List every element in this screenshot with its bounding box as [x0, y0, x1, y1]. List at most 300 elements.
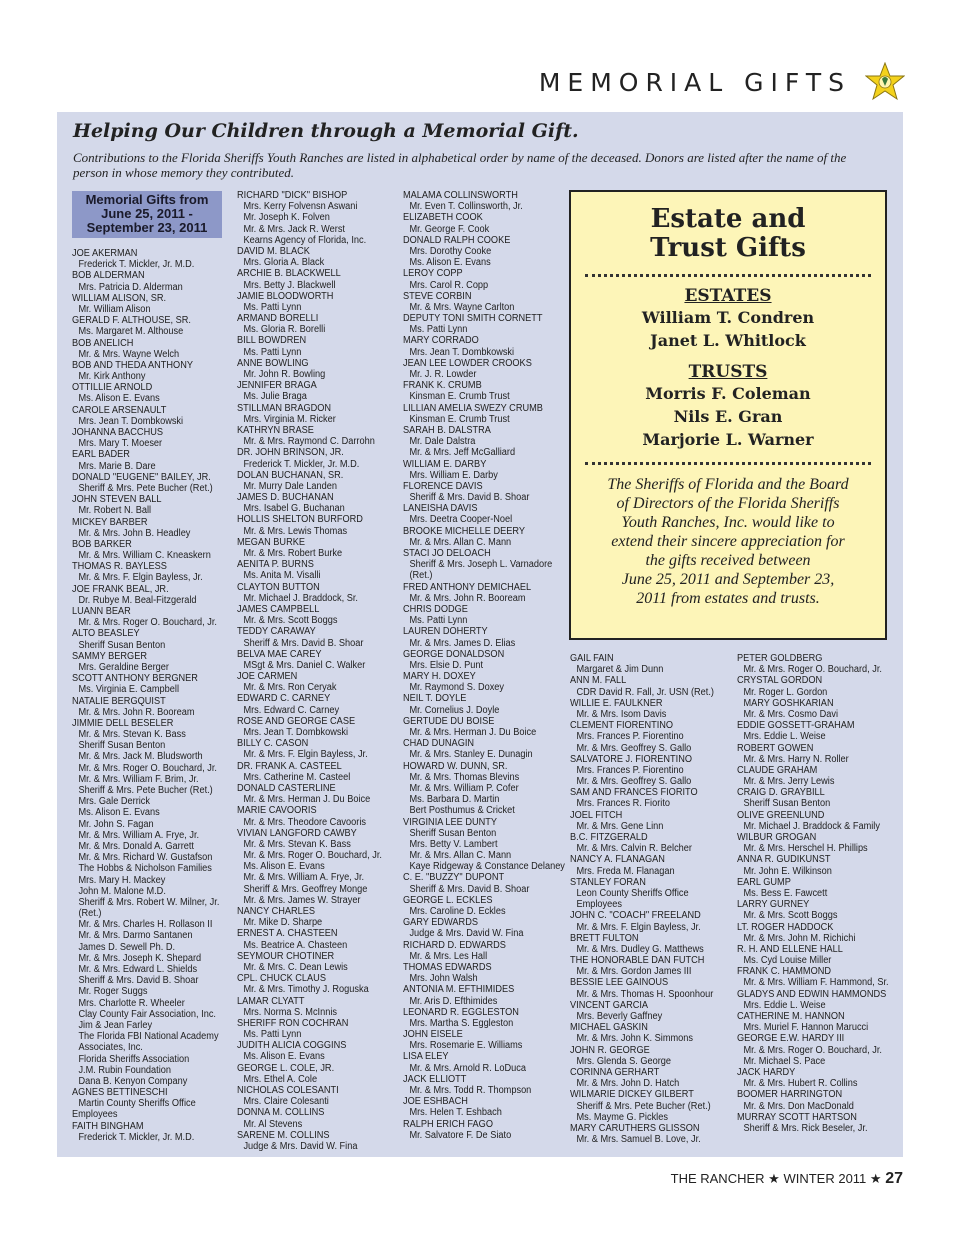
date-range-line: September 23, 2011 — [86, 220, 208, 235]
honoree-name: SEYMOUR CHOTINER — [237, 950, 335, 962]
estates-heading: ESTATES — [684, 286, 772, 306]
donor-name: Mrs. Jean T. Dombkowski — [243, 727, 349, 738]
donor-name: Sheriff & Mrs. Pete Bucher (Ret.) — [576, 1100, 711, 1112]
donor-name: Ms. Patti Lynn — [243, 346, 302, 358]
honoree-name: WILLIE E. FAULKNER — [570, 697, 663, 709]
donor-name: Mr. & Mrs. Hubert R. Collins — [743, 1078, 858, 1090]
honoree-name: FRED ANTHONY DEMICHAEL — [403, 581, 532, 593]
donor-name: Sheriff & Mrs. Robert W. Milner, Jr. — [78, 896, 220, 908]
donor-name: Mr. & Mrs. Jeff McGalliard — [409, 447, 516, 459]
honoree-name: MURRAY SCOTT HARTSON — [737, 1111, 857, 1123]
honoree-name: HOWARD W. DUNN, SR. — [403, 760, 508, 772]
donor-name: Mrs. Edward C. Carney — [243, 704, 340, 716]
honoree-name: SAM AND FRANCES FIORITO — [570, 787, 698, 799]
note-line: 2011 from estates and trusts. — [636, 590, 820, 607]
donor-name: Ms. Barbara D. Martin — [409, 794, 500, 806]
gift-column-1 — [72, 248, 219, 1143]
honoree-name: FAITH BINGHAM — [72, 1120, 144, 1132]
donor-name: Mr. & Mrs. Stevan K. Bass — [243, 838, 351, 850]
honoree-name: JOHANNA BACCHUS — [72, 427, 163, 438]
donor-name: Mrs. Muriel F. Hannon Marucci — [743, 1022, 869, 1034]
honoree-name: CAROLE ARSENAULT — [72, 404, 167, 416]
honoree-name: DONALD CASTERLINE — [237, 782, 336, 794]
gift-column-3 — [403, 190, 565, 1141]
donor-name: Ms. Margaret M. Althouse — [78, 326, 184, 338]
honoree-name: ANNA R. GUDIKUNST — [737, 854, 831, 866]
honoree-name: SCOTT ANTHONY BERGNER — [72, 673, 198, 685]
honoree-name: STEVE CORBIN — [403, 290, 472, 302]
honoree-name: RICHARD D. EDWARDS — [403, 939, 506, 951]
donor-name: Mr. & Mrs. Joseph K. Shepard — [78, 952, 202, 964]
date-range-line: Memorial Gifts from — [85, 192, 209, 207]
honoree-name: DOLAN BUCHANAN, SR. — [237, 469, 344, 481]
honoree-name: CATHERINE M. HANNON — [737, 1011, 845, 1022]
donor-name: Mr. & Mrs. Geoffrey S. Gallo — [576, 776, 692, 788]
donor-name: Mr. Al Stevens — [243, 1118, 303, 1130]
donor-name: Mrs. Elsie D. Punt — [409, 659, 484, 671]
donor-name: Mrs. Jean T. Dombkowski — [409, 346, 515, 358]
panel-heading: Helping Our Children through a Memorial Gift. — [73, 120, 579, 142]
donor-name: CDR David R. Fall, Jr. USN (Ret.) — [576, 686, 714, 698]
donor-name: Dana B. Kenyon Company — [78, 1075, 188, 1087]
donor-name: Mr. Aris D. Efthimides — [409, 995, 498, 1007]
donor-name: Kaye Ridgeway & Constance Delaney — [409, 861, 565, 873]
honoree-name: WILLIAM ALISON, SR. — [72, 292, 167, 304]
honoree-name: MALAMA COLLINSWORTH — [403, 190, 518, 201]
donor-name: Judge & Mrs. David W. Fina — [409, 928, 524, 940]
honoree-name: BOB BARKER — [72, 538, 132, 550]
honoree-name: GERALD F. ALTHOUSE, SR. — [72, 315, 191, 327]
honoree-name: LILLIAN AMELIA SWEZY CRUMB — [403, 402, 543, 414]
donor-name: Mr. Cornelius J. Doyle — [409, 704, 500, 716]
honoree-name: TEDDY CARAWAY — [237, 626, 316, 638]
donor-name: Mr. & Mrs. Lewis Thomas — [243, 525, 348, 537]
honoree-name: GEORGE L. ECKLES — [403, 894, 493, 906]
honoree-name: OTTILLIE ARNOLD — [72, 382, 153, 394]
donor-name: Mr. & Mrs. Robert Burke — [243, 548, 343, 559]
honoree-name: DR. JOHN BRINSON, JR. — [237, 447, 344, 459]
donor-name: Sheriff & Mrs. David B. Shoar — [78, 975, 199, 987]
date-range-line: June 25, 2011 - — [101, 206, 193, 221]
donor-name: Mrs. Eddie L. Weise — [743, 731, 826, 743]
honoree-name: LAUREN DOHERTY — [403, 626, 488, 638]
donor-name: Mr. & Mrs. William A. Frye, Jr. — [243, 872, 365, 884]
honoree-name: JOE CARMEN — [237, 671, 298, 683]
donor-name: Mr. & Mrs. Cosmo Davi — [743, 708, 839, 720]
donor-name: Mrs. Marie B. Dare — [78, 460, 156, 472]
honoree-name: KATHRYN BRASE — [237, 424, 314, 436]
donor-name: Ms. Gloria R. Borelli — [243, 324, 326, 336]
honoree-name: DONALD RALPH COOKE — [403, 234, 511, 246]
donor-name: Sheriff Susan Benton — [78, 740, 166, 752]
honoree-name: CLAUDE GRAHAM — [737, 764, 818, 776]
honoree-name: LANEISHA DAVIS — [403, 503, 478, 515]
honoree-name: B.C. FITZGERALD — [570, 832, 648, 843]
donor-name: Jim & Jean Farley — [78, 1019, 153, 1031]
donor-name: Kinsman E. Crumb Trust — [409, 391, 510, 403]
donor-name: (Ret.) — [78, 908, 102, 920]
donor-name: Mr. & Mrs. Scott Boggs — [243, 615, 338, 627]
honoree-name: JUDITH ALICIA COGGINS — [237, 1040, 347, 1052]
donor-name: Mr. & Mrs. Jerry Lewis — [743, 776, 835, 788]
donor-name: Mrs. Glenda S. George — [576, 1055, 672, 1067]
honoree-name: JOHN R. GEORGE — [570, 1044, 650, 1056]
estate-box-title-line: Estate and — [650, 204, 806, 234]
page-number: 27 — [885, 1170, 903, 1187]
donor-name: Mr. & Mrs. Roger O. Bouchard, Jr. — [743, 1044, 883, 1056]
donor-name: Mrs. William E. Darby — [409, 469, 498, 481]
honoree-name: SARAH B. DALSTRA — [403, 424, 491, 436]
donor-name: Mrs. Betty V. Lambert — [409, 838, 498, 850]
honoree-name: JIMMIE DELL BESELER — [72, 717, 174, 729]
honoree-name: DONALD "EUGENE" BAILEY, JR. — [72, 471, 211, 483]
donor-name: James D. Sewell Ph. D. — [78, 941, 176, 953]
honoree-name: JAMES D. BUCHANAN — [237, 492, 334, 504]
honoree-name: NICHOLAS COLESANTI — [237, 1085, 339, 1096]
donor-name: Sheriff & Mrs. David B. Shoar — [243, 637, 364, 649]
donor-name: Mr. & Mrs. Charles H. Rollason II — [78, 919, 213, 931]
dotted-divider — [585, 462, 871, 465]
donor-name: Mrs. Geraldine Berger — [78, 661, 169, 673]
donor-name: Mrs. John Walsh — [409, 973, 478, 985]
honoree-name: BOB ALDERMAN — [72, 270, 145, 282]
donor-name: Mrs. Gale Derrick — [78, 796, 151, 808]
donor-name: Mr. & Mrs. William C. Kneaskern — [78, 550, 211, 562]
donor-name: Mr. Michael S. Pace — [743, 1055, 826, 1067]
donor-name: Ms. Virginia E. Campbell — [78, 684, 180, 696]
honoree-name: LT. ROGER HADDOCK — [737, 921, 834, 933]
donor-name: Mr. & Mrs. F. Elgin Bayless, Jr. — [78, 572, 203, 584]
donor-name: Mrs. Ethel A. Cole — [243, 1073, 318, 1085]
donor-name: Mr. Joseph K. Folven — [243, 212, 330, 224]
donor-name: Clay County Fair Association, Inc. — [78, 1008, 216, 1020]
donor-name: Mr. John R. Bowling — [243, 369, 326, 380]
donor-name: Mr. & Mrs. James D. Elias — [409, 637, 516, 649]
donor-name: Mrs. Mary T. Moeser — [78, 438, 163, 450]
donor-name: Mrs. Isabel G. Buchanan — [243, 503, 345, 515]
honoree-name: EDDIE GOSSETT-GRAHAM — [737, 720, 855, 732]
donor-name: Mr. Dale Dalstra — [409, 436, 476, 448]
honoree-name: NANCY CHARLES — [237, 906, 316, 917]
donor-name: Mr. & Mrs. Roger O. Bouchard, Jr. — [743, 664, 883, 676]
donor-name: Mr. & Mrs. Herman J. Du Boice — [409, 727, 537, 738]
note-line: of Directors of the Florida Sheriffs — [616, 495, 840, 512]
honoree-name: JOHN STEVEN BALL — [72, 494, 162, 506]
donor-name: Sheriff Susan Benton — [78, 639, 166, 651]
honoree-name: NEIL T. DOYLE — [403, 693, 467, 705]
honoree-name: THOMAS R. BAYLESS — [72, 561, 167, 573]
honoree-name: BESSIE LEE GAINOUS — [570, 977, 669, 989]
donor-name: Sheriff & Mrs. Joseph L. Varnadore — [409, 559, 553, 571]
honoree-name: R. H. AND ELLENE HALL — [737, 943, 843, 955]
honoree-name: ERNEST A. CHASTEEN — [237, 928, 338, 940]
donor-name: Mrs. Caroline D. Eckles — [409, 906, 506, 917]
honoree-name: SALVATORE J. FIORENTINO — [570, 753, 693, 765]
honoree-name: STANLEY FORAN — [570, 876, 646, 888]
honoree-name: LEONARD R. EGGLESTON — [403, 1006, 519, 1018]
honoree-name: CORINNA GERHART — [570, 1066, 660, 1078]
honoree-name: THE HONORABLE DAN FUTCH — [570, 955, 705, 967]
honoree-name: Employees — [72, 1109, 118, 1121]
donor-name: Mr. Raymond S. Doxey — [409, 682, 505, 694]
donor-name: Ms. Julie Braga — [243, 391, 307, 403]
donor-name: Mr. & Mrs. C. Dean Lewis — [243, 961, 348, 973]
donor-name: Mrs. Dorothy Cooke — [409, 245, 492, 257]
donor-name: Mrs. Frances P. Fiorentino — [576, 731, 684, 743]
donor-name: Mr. Roger L. Gordon — [743, 686, 828, 698]
donor-name: Mr. & Mrs. Gene Linn — [576, 820, 664, 832]
donor-name: Mrs. Martha S. Eggleston — [409, 1017, 514, 1029]
honoree-name: DONNA M. COLLINS — [237, 1107, 325, 1119]
donor-name: Mr. & Mrs. Scott Boggs — [743, 910, 838, 922]
donor-name: (Ret.) — [409, 570, 433, 582]
donor-name: Mr. & Mrs. Les Hall — [409, 950, 488, 962]
donor-name: J.M. Rubin Foundation — [78, 1064, 172, 1076]
trusts-heading: TRUSTS — [688, 362, 768, 382]
donor-name: Mr. & Mrs. Timothy J. Roguska — [243, 984, 369, 996]
donor-name: Mr. & Mrs. F. Elgin Bayless, Jr. — [576, 921, 701, 933]
honoree-name: EARL BADER — [72, 449, 130, 461]
donor-name: Sheriff Susan Benton — [743, 798, 831, 810]
honoree-name: ARMAND BORELLI — [237, 313, 319, 325]
donor-name: Mr. & Mrs. John D. Hatch — [576, 1078, 680, 1090]
trust-name: Marjorie L. Warner — [642, 430, 814, 449]
honoree-name: JOEL FITCH — [570, 809, 623, 821]
honoree-name: RALPH ERICH FAGO — [403, 1118, 493, 1130]
donor-name: Sheriff & Mrs. David B. Shoar — [409, 492, 530, 504]
donor-name: Mr. J. R. Lowder — [409, 369, 477, 380]
donor-name: Mr. & Mrs. Jack M. Bludsworth — [78, 751, 203, 763]
donor-name: Mr. & Mrs. Herschel H. Phillips — [743, 843, 868, 855]
honoree-name: MEGAN BURKE — [237, 536, 305, 548]
honoree-name: FLORENCE DAVIS — [403, 480, 483, 492]
honoree-name: VIRGINIA LEE DUNTY — [403, 816, 498, 828]
donor-name: Mr. Roger Suggs — [78, 986, 148, 998]
page-footer — [671, 1170, 903, 1188]
honoree-name: ANNE BOWLING — [237, 357, 309, 369]
estate-box-title — [571, 205, 885, 263]
donor-name: Ms. Anita M. Visalli — [243, 570, 321, 582]
donor-name: John M. Malone M.D. — [78, 885, 166, 897]
note-line: The Sheriffs of Florida and the Board — [607, 476, 849, 493]
honoree-name: CHAD DUNAGIN — [403, 738, 475, 750]
honoree-name: CLAYTON BUTTON — [237, 581, 320, 593]
donor-name: Mr. & Mrs. Wayne Welch — [78, 348, 180, 360]
donor-name: Mr. & Mrs. Jack R. Werst — [243, 223, 345, 235]
honoree-name: BILL BOWDREN — [237, 335, 307, 347]
honoree-name: LUANN BEAR — [72, 606, 131, 617]
estate-name: William T. Condren — [641, 308, 815, 327]
donor-name: Mr. & Mrs. Samuel B. Love, Jr. — [576, 1134, 701, 1146]
donor-name: Mr. & Mrs. Donald A. Garrett — [78, 840, 194, 852]
honoree-name: PETER GOLDBERG — [737, 653, 823, 664]
honoree-name: GEORGE DONALDSON — [403, 648, 505, 660]
honoree-name: ARCHIE B. BLACKWELL — [237, 268, 341, 280]
donor-name: The Hobbs & Nicholson Families — [78, 863, 212, 875]
donor-name: Mr. Mike D. Sharpe — [243, 917, 323, 929]
honoree-name: CRYSTAL GORDON — [737, 675, 823, 687]
donor-name: Ms. Alison E. Evans — [243, 861, 325, 873]
donor-name: Mr. & Mrs. Allan C. Mann — [409, 850, 512, 862]
donor-name: Mr. & Mrs. Calvin R. Belcher — [576, 843, 692, 855]
donor-name: The Florida FBI National Academy — [78, 1031, 219, 1043]
donor-name: Mr. & Mrs. Geoffrey S. Gallo — [576, 742, 692, 754]
star-icon: ★ — [768, 1171, 780, 1186]
honoree-name: MARY H. DOXEY — [403, 671, 476, 683]
donor-name: Mr. & Mrs. William F. Hammond, Sr. — [743, 977, 889, 989]
donor-name: Frederick T. Mickler, Jr. M.D. — [243, 458, 360, 470]
donor-name: Mr. & Mrs. William A. Frye, Jr. — [78, 829, 200, 841]
donor-name: Mrs. Norma S. McInnis — [243, 1006, 337, 1018]
honoree-name: WILBUR GROGAN — [737, 832, 817, 843]
honoree-name: AGNES BETTINESCHI — [72, 1087, 168, 1099]
dotted-divider — [585, 274, 871, 277]
donor-name: Mr. & Mrs. Isom Davis — [576, 708, 667, 720]
donor-name: Ms. Alison E. Evans — [78, 807, 160, 819]
donor-name: Ms. Patti Lynn — [409, 615, 468, 627]
donor-name: Sheriff & Mrs. Pete Bucher (Ret.) — [78, 785, 213, 796]
donor-name: Mr. & Mrs. John R. Booream — [409, 592, 526, 604]
honoree-name: NATALIE BERGQUIST — [72, 695, 166, 707]
donor-name: Mr. & Mrs. Todd R. Thompson — [409, 1085, 532, 1096]
honoree-name: GARY EDWARDS — [403, 917, 478, 929]
honoree-name: WILLIAM E. DARBY — [403, 458, 487, 470]
donor-name: Mrs. Beverly Gaffney — [576, 1011, 663, 1022]
donor-name: Ms. Alison E. Evans — [78, 393, 160, 405]
donor-name: Mr. & Mrs. Raymond C. Darrohn — [243, 436, 375, 448]
donor-name: Mr. Michael J. Braddock & Family — [743, 820, 880, 832]
donor-name: Ms. Cyd Louise Miller — [743, 955, 832, 967]
honoree-name: AENITA P. BURNS — [237, 559, 314, 571]
honoree-name: ELIZABETH COOK — [403, 212, 483, 224]
gift-column-5 — [737, 653, 889, 1134]
honoree-name: JOE FRANK BEAL, JR. — [72, 583, 169, 595]
donor-name: Mr. & Mrs. Ron Ceryak — [243, 682, 337, 694]
honoree-name: HOLLIS SHELTON BURFORD — [237, 514, 363, 526]
donor-name: Mr. & Mrs. Edward L. Shields — [78, 964, 198, 975]
donor-name: Mr. & Mrs. John M. Richichi — [743, 932, 856, 944]
donor-name: Mr. & Mrs. Roger O. Bouchard, Jr. — [78, 617, 218, 629]
honoree-name: LEROY COPP — [403, 268, 463, 280]
honoree-name: EDWARD C. CARNEY — [237, 693, 331, 705]
donor-name: Associates, Inc. — [78, 1042, 143, 1054]
donor-name: Mr. John S. Fagan — [78, 818, 154, 830]
honoree-name: GEORGE L. COLE, JR. — [237, 1062, 335, 1074]
gift-column-2 — [237, 190, 382, 1152]
donor-name: Mr. Murry Dale Landen — [243, 480, 338, 492]
star-icon: ★ — [869, 1171, 882, 1186]
donor-name: Mr. & Mrs. Thomas H. Spoonhour — [576, 988, 714, 1000]
honoree-name: JOHN EISELE — [403, 1029, 463, 1041]
page-header — [539, 62, 905, 102]
donor-name: Mr. & Mrs. Gordon James III — [576, 966, 692, 978]
donor-name: Sheriff & Mrs. Pete Bucher (Ret.) — [78, 482, 213, 494]
donor-name: MARY GOSHKARIAN — [743, 697, 834, 709]
donor-name: Mrs. Rosemarie E. Williams — [409, 1040, 523, 1052]
donor-name: Mrs. Mary H. Mackey — [78, 874, 166, 886]
donor-name: Mrs. Catherine M. Casteel — [243, 771, 351, 783]
donor-name: Mr. George F. Cook — [409, 223, 490, 235]
donor-name: Sheriff & Mrs. Geoffrey Monge — [243, 883, 368, 895]
donor-name: Mrs. Gloria A. Black — [243, 257, 325, 269]
honoree-name: CLEMENT FIORENTINO — [570, 720, 674, 732]
honoree-name: MARIE CAVOORIS — [237, 805, 317, 817]
sheriff-star-badge-icon — [865, 62, 905, 102]
donor-name: Mr. Michael J. Braddock, Sr. — [243, 592, 358, 604]
donor-name: Mr. Kirk Anthony — [78, 371, 146, 383]
donor-name: Mrs. Frances P. Fiorentino — [576, 764, 684, 776]
donor-name: Mr. & Mrs. Harry N. Roller — [743, 753, 849, 765]
honoree-name: GAIL FAIN — [570, 653, 614, 664]
donor-name: Mrs. Patricia D. Alderman — [78, 281, 183, 293]
honoree-name: JOE ESHBACH — [403, 1096, 468, 1108]
honoree-name: JENNIFER BRAGA — [237, 380, 317, 392]
intro-text: Contributions to the Florida Sheriffs Youth Ranches are listed in alphabetical order by name of the deceased. Donors are listed after the name of the person in whose memory they contributed. — [73, 150, 847, 180]
donor-name: Margaret & Jim Dunn — [576, 664, 664, 676]
donor-name: Frederick T. Mickler, Jr. M.D. — [78, 1131, 195, 1143]
donor-name: Mrs. Frances R. Fiorito — [576, 798, 670, 810]
donor-name: Mr. & Mrs. Theodore Cavooris — [243, 816, 366, 828]
honoree-name: JOE AKERMAN — [72, 248, 138, 259]
donor-name: Mrs. Kerry Folvensn Aswani — [243, 201, 358, 213]
honoree-name: LAMAR CLYATT — [237, 995, 305, 1007]
donor-name: Mrs. Jean T. Dombkowski — [78, 415, 184, 427]
honoree-name: WILMARIE DICKEY GILBERT — [570, 1089, 694, 1101]
honoree-name: STACI JO DELOACH — [403, 548, 491, 559]
memorial-panel — [57, 112, 903, 1157]
donor-name: Mr. & Mrs. Wayne Carlton — [409, 301, 515, 313]
donor-name: Mr. & Mrs. John K. Simmons — [576, 1033, 694, 1045]
honoree-name: RICHARD "DICK" BISHOP — [237, 190, 348, 201]
estate-box-title-line: Trust Gifts — [650, 233, 806, 263]
honoree-name: BOB ANELICH — [72, 337, 134, 349]
estate-trust-box — [569, 190, 887, 640]
issue-label: WINTER 2011 — [783, 1171, 867, 1186]
donor-name: Mrs. Virginia M. Ricker — [243, 413, 336, 425]
donor-name: Mrs. Helen T. Eshbach — [409, 1107, 502, 1119]
donor-name: Mrs. Carol R. Copp — [409, 279, 489, 291]
donor-name: Mr. & Mrs. Stanley E. Dunagin — [409, 749, 533, 761]
donor-name: Mr. & Mrs. Arnold R. LoDuca — [409, 1062, 527, 1074]
donor-name: Mr. & Mrs. James W. Strayer — [243, 894, 361, 906]
donor-name: Ms. Patti Lynn — [243, 1029, 302, 1041]
honoree-name: ROSE AND GEORGE CASE — [237, 715, 356, 727]
honoree-name: NANCY A. FLANAGAN — [570, 854, 665, 866]
honoree-name: ANN M. FALL — [570, 675, 627, 687]
magazine-name: THE RANCHER — [670, 1171, 765, 1186]
honoree-name: LARRY GURNEY — [737, 899, 810, 911]
honoree-name: MARY CARUTHERS GLISSON — [570, 1122, 700, 1134]
honoree-name: ANTONIA M. EFTHIMIDES — [403, 984, 515, 996]
donor-name: Kearns Agency of Florida, Inc. — [243, 234, 367, 246]
honoree-name: FRANK C. HAMMOND — [737, 966, 832, 978]
honoree-name: GERTUDE DU BOISE — [403, 715, 495, 727]
honoree-name: EARL GUMP — [737, 876, 791, 888]
donor-name: Mrs. Freda M. Flanagan — [576, 865, 675, 877]
donor-name: Judge & Mrs. David W. Fina — [243, 1140, 358, 1152]
trust-name: Nils E. Gran — [673, 407, 783, 426]
honoree-name: DAVID M. BLACK — [237, 245, 310, 257]
honoree-name: BELVA MAE CAREY — [237, 648, 322, 660]
donor-name: Ms. Alison E. Evans — [409, 257, 491, 269]
donor-name: Mr. & Mrs. Thomas Blevins — [409, 771, 520, 783]
donor-name: Mr. & Mrs. William F. Brim, Jr. — [78, 773, 199, 785]
donor-name: Mr. John E. Wilkinson — [743, 865, 832, 877]
honoree-name: CRAIG D. GRAYBILL — [737, 787, 825, 799]
note-line: June 25, 2011 and September 23, — [621, 571, 835, 588]
trust-name: Morris F. Coleman — [645, 384, 811, 403]
honoree-name: JACK HARDY — [737, 1066, 796, 1078]
